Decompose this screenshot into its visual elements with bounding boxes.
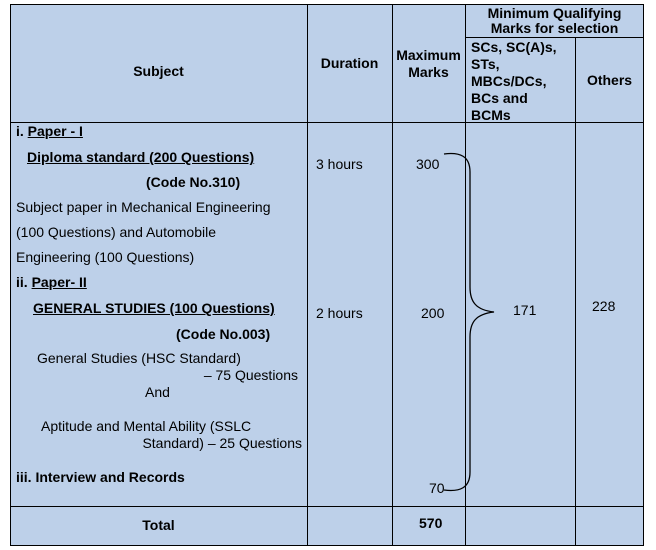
table-border-left: [10, 4, 11, 546]
header-reserved-line: MBCs/DCs,: [471, 73, 547, 89]
header-reserved-line: STs,: [471, 56, 500, 72]
exam-scheme-table: [10, 4, 644, 546]
paper2-title: Paper- II: [31, 274, 87, 290]
column-divider: [392, 4, 393, 546]
row-divider: [465, 37, 644, 38]
table-border-bottom: [10, 545, 644, 546]
paper2-aptitude-line: Standard) – 25 Questions: [142, 435, 302, 451]
paper1-code: (Code No.310): [146, 174, 241, 190]
paper1-subtitle: Diploma standard (200 Questions): [27, 149, 255, 165]
paper1-description-line: Subject paper in Mechanical Engineering: [16, 199, 271, 215]
header-others: Others: [586, 72, 633, 88]
paper1-prefix: i.: [16, 123, 24, 139]
paper2-heading: [16, 274, 87, 291]
paper1-description-line: Engineering (100 Questions): [16, 249, 195, 265]
paper2-aptitude-line: Aptitude and Mental Ability (SSLC: [41, 418, 252, 434]
row-divider: [10, 122, 644, 123]
header-reserved-line: SCs, SC(A)s,: [471, 39, 557, 55]
header-reserved-line: BCs and: [471, 90, 528, 106]
paper1-description-line: (100 Questions) and Automobile: [16, 224, 217, 240]
paper1-title: Paper - I: [27, 123, 83, 139]
paper2-duration: 2 hours: [316, 305, 363, 321]
qualifying-others: 228: [592, 298, 616, 314]
column-divider: [307, 4, 308, 546]
paper2-prefix: ii.: [16, 274, 28, 290]
paper2-subtitle: GENERAL STUDIES (100 Questions): [33, 300, 275, 316]
header-min-qualifying-line1: Minimum Qualifying: [487, 5, 622, 21]
interview-marks: 70: [429, 480, 445, 496]
header-min-qualifying-line2: Marks for selection: [490, 20, 619, 36]
header-reserved-line: BCMs: [471, 107, 511, 123]
header-subject: Subject: [133, 63, 184, 79]
curly-brace-icon: [442, 152, 502, 502]
row-divider: [10, 506, 644, 507]
paper2-gs-line: General Studies (HSC Standard): [37, 350, 241, 366]
paper2-and: And: [145, 384, 170, 400]
paper2-gs-line: – 75 Questions: [203, 367, 298, 383]
paper1-heading: [16, 123, 83, 140]
paper2-marks: 200: [421, 305, 445, 321]
paper1-marks: 300: [416, 156, 440, 172]
total-marks: 570: [419, 515, 443, 531]
header-maximum-marks-line1: Maximum: [396, 47, 461, 63]
header-duration: Duration: [320, 55, 379, 71]
qualifying-reserved: 171: [513, 302, 537, 318]
header-maximum-marks-line2: Marks: [408, 64, 449, 80]
paper2-code: (Code No.003): [176, 326, 271, 342]
total-label: Total: [142, 517, 175, 533]
paper1-duration: 3 hours: [316, 156, 363, 172]
interview-label: iii. Interview and Records: [16, 469, 185, 485]
column-divider: [575, 37, 576, 546]
